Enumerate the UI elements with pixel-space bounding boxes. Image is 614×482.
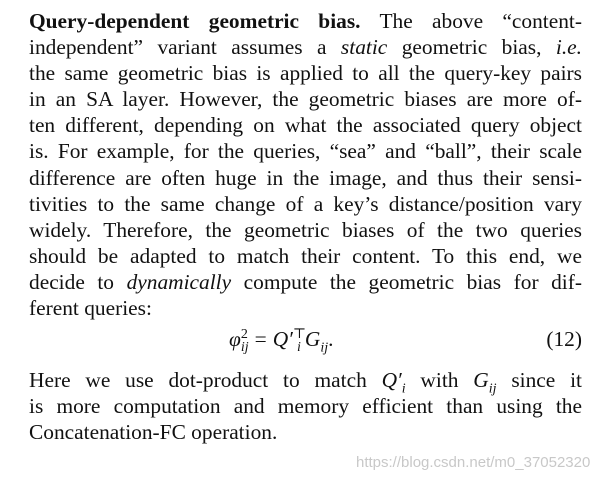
text-line-1: Query-dependent geometric bias. The above “content-	[29, 9, 582, 33]
watermark-url: https://blog.csdn.net/m0_37052320	[356, 454, 591, 471]
text-line-13: Here we use dot-product to match $Q'_i$ with $G_{ij}$ since it	[29, 368, 582, 397]
text-line-5: ten different, depending on what the associated query object	[29, 113, 582, 138]
text-line-12: ferent queries:	[29, 296, 152, 321]
text-line-10: should be adapted to match their content. To this end, we	[29, 243, 582, 268]
equation-12	[29, 321, 582, 367]
text-line-15: Concatenation-FC operation.	[29, 420, 278, 445]
text-line-7: difference are often huge in the image, and thus their sensi-	[29, 165, 582, 190]
text-line-4: in an SA layer. However, the geometric biases are more of-	[29, 87, 582, 112]
paragraph-heading: Query-dependent geometric bias.	[29, 9, 361, 33]
text-line-2: independent” variant assumes a static geometric bias, i.e.	[29, 35, 583, 60]
text-line-8: tivities to the same change of a key’s distance/position vary	[29, 191, 582, 216]
text-line-14: is more computation and memory efficient than using the	[29, 394, 582, 419]
paper-excerpt	[29, 8, 582, 445]
text-line-11: decide to dynamically compute the geometric bias for dif-	[29, 269, 582, 294]
text-line-6: is. For example, for the queries, “sea” and “ball”, their scale	[29, 139, 582, 164]
equation-body: $\varphi^2_{ij} = Q'^⊤_i$ $G_{ij}$.	[229, 327, 334, 356]
text-line-3: the same geometric bias is applied to all the query-key pairs	[29, 61, 582, 86]
text-line-9: widely. Therefore, the geometric biases of the two queries	[29, 217, 582, 242]
equation-number: (12)	[546, 327, 582, 352]
